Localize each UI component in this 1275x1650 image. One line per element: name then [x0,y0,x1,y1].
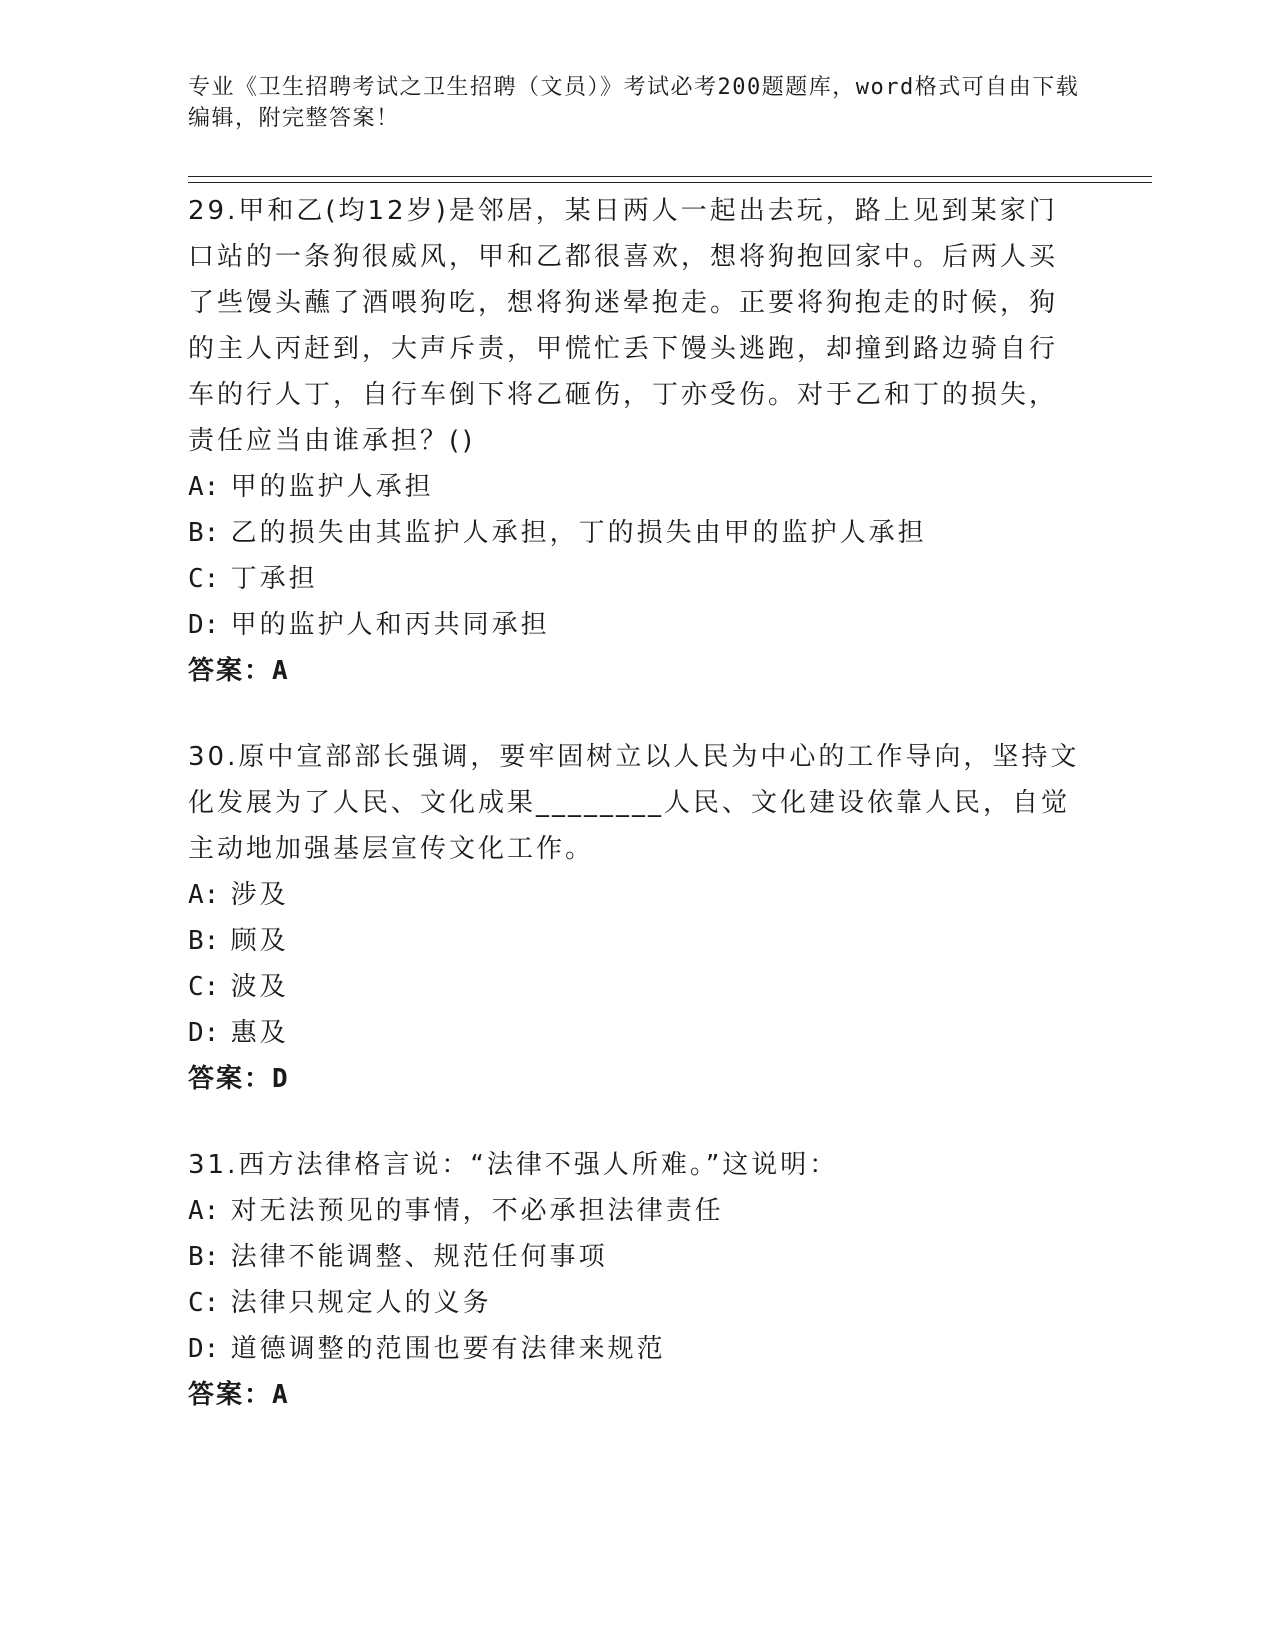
question-31 [188,1142,1083,1418]
option-d: D: 道德调整的范围也要有法律来规范 [188,1334,666,1364]
option-a: A: 对无法预见的事情，不必承担法律责任 [188,1196,724,1226]
option-d: D: 惠及 [188,1018,289,1048]
option-a: A: 甲的监护人承担 [188,472,434,502]
option-a: A: 涉及 [188,880,289,910]
option-b: B: 法律不能调整、规范任何事项 [188,1242,608,1272]
option-c: C: 丁承担 [188,564,318,594]
question-stem: 30.原中宣部部长强调，要牢固树立以人民为中心的工作导向，坚持文化发展为了人民、文化成果________人民、文化建设依靠人民，自觉主动地加强基层宣传文化工作。 [188,742,1080,864]
header-rule-bottom [188,182,1152,183]
option-c: C: 法律只规定人的义务 [188,1288,492,1318]
question-stem: 31.西方法律格言说：“法律不强人所难。”这说明： [188,1150,839,1180]
option-b: B: 乙的损失由其监护人承担，丁的损失由甲的监护人承担 [188,518,927,548]
page-header: 专业《卫生招聘考试之卫生招聘（文员）》考试必考200题题库，word格式可自由下载编辑，附完整答案！ [188,75,1080,131]
question-stem: 29.甲和乙(均12岁)是邻居，某日两人一起出去玩，路上见到某家门口站的一条狗很威风，甲和乙都很喜欢，想将狗抱回家中。后两人买了些馒头蘸了酒喂狗吃，想将狗迷晕抱走。正要将狗抱走的时候，狗的主人丙赶到，大声斥责，甲慌忙丢下馒头逃跑，却撞到路边骑自行车的行人丁，自行车倒下将乙砸伤，丁亦受伤。对于乙和丁的损失，责任应当由谁承担？() [188,196,1059,456]
answer: 答案：D [188,1064,290,1094]
option-c: C: 波及 [188,972,289,1002]
question-30 [188,734,1083,1102]
header-rule-top [188,176,1152,177]
question-29 [188,188,1083,694]
option-b: B: 顾及 [188,926,289,956]
option-d: D: 甲的监护人和丙共同承担 [188,610,550,640]
answer: 答案：A [188,1380,290,1410]
answer: 答案：A [188,656,290,686]
